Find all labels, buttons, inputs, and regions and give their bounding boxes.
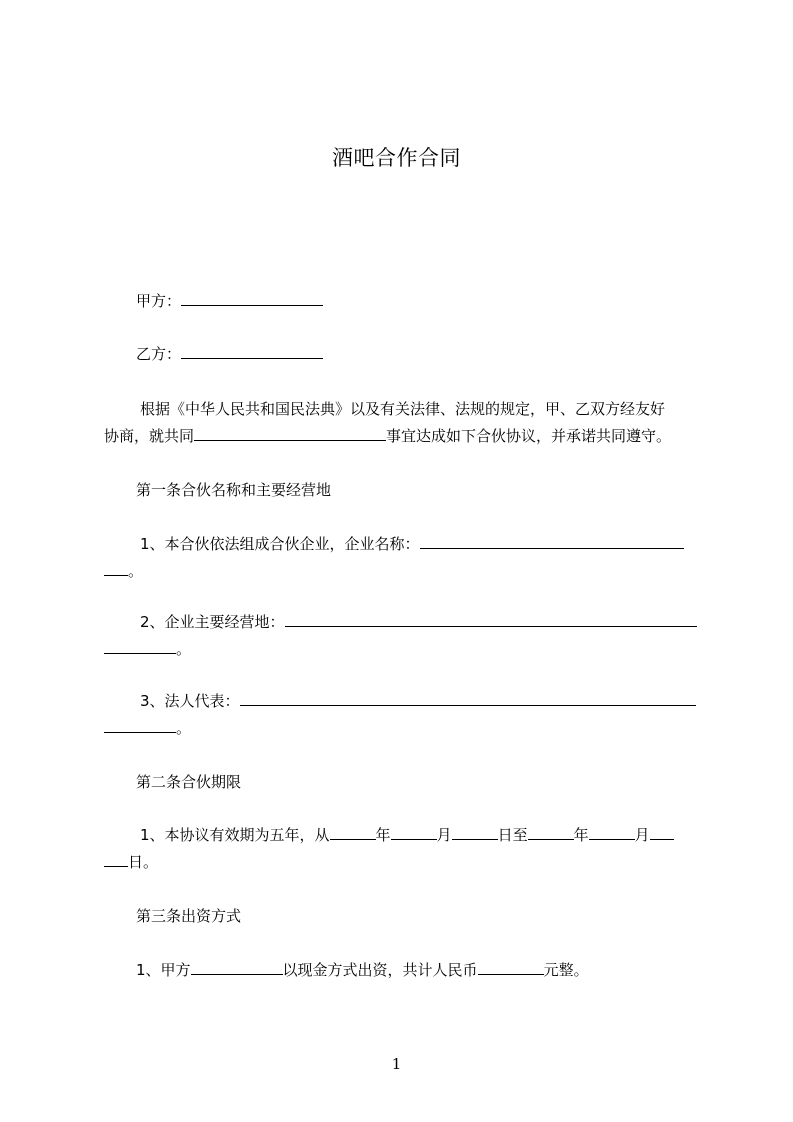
month-label: 月: [436, 826, 452, 844]
document-title: 酒吧合作合同: [332, 146, 461, 170]
start-month-blank: [391, 824, 437, 840]
a1-item2-text: 2、企业主要经营地：: [140, 613, 285, 631]
article-2-item-1-cont: [104, 851, 158, 873]
a3-item1-text: 1、甲方: [136, 961, 191, 979]
a1-item3-text: 3、法人代表：: [140, 692, 240, 710]
month-label: 月: [634, 826, 650, 844]
article-1-item-3: [140, 690, 696, 712]
a1-item1-text: 1、本合伙依法组成合伙企业，企业名称：: [140, 535, 420, 553]
a3-item1-text-c: 元整。: [543, 961, 589, 979]
day-end-label: 日。: [128, 853, 159, 871]
article-1-item-2-cont: [104, 638, 191, 660]
article-3-heading: 第三条出资方式: [136, 907, 242, 925]
legal-rep-blank-cont: [104, 717, 176, 733]
intro-line-1: 根据《中华人民共和国民法典》以及有关法律、法规的规定，甲、乙双方经友好: [140, 400, 666, 418]
a2-item1-text: 1、本协议有效期为五年，从: [140, 826, 330, 844]
end-year-blank: [528, 824, 574, 840]
article-1-item-1: [140, 533, 684, 555]
enterprise-name-blank: [420, 533, 684, 549]
period-mark: 。: [176, 640, 192, 658]
year-label: 年: [573, 826, 589, 844]
article-1-item-3-cont: [104, 717, 191, 739]
period-mark: 。: [128, 562, 144, 580]
page-number: 1: [391, 1055, 402, 1073]
intro-text-b: 事宜达成如下合伙协议，并承诺共同遵守。: [386, 427, 672, 445]
article-2-heading: 第二条合伙期限: [136, 773, 242, 791]
end-day-blank: [650, 824, 674, 840]
party-b-line: [136, 343, 323, 365]
article-1-heading: 第一条合伙名称和主要经营地: [136, 481, 332, 499]
period-mark: 。: [176, 719, 192, 737]
article-2-item-1: [140, 824, 674, 846]
enterprise-name-blank-cont: [104, 560, 128, 576]
party-b-label: 乙方：: [136, 345, 182, 363]
end-month-blank: [589, 824, 635, 840]
a3-item1-text-b: 以现金方式出资，共计人民币: [282, 961, 478, 979]
end-day-blank-cont: [104, 851, 128, 867]
intro-blank: [194, 425, 386, 441]
day-to-label: 日至: [497, 826, 528, 844]
intro-line-2: [104, 425, 671, 447]
amount-blank: [478, 959, 544, 975]
party-a-line: [136, 290, 323, 312]
article-1-item-1-cont: [104, 560, 143, 582]
start-day-blank: [452, 824, 498, 840]
business-address-blank-cont: [104, 638, 176, 654]
party-b-blank: [181, 343, 323, 359]
party-a-label: 甲方：: [136, 292, 182, 310]
article-3-item-1: [136, 959, 589, 981]
article-1-item-2: [140, 611, 697, 633]
party-a-investor-blank: [191, 959, 283, 975]
legal-rep-blank: [240, 690, 696, 706]
year-label: 年: [375, 826, 391, 844]
party-a-blank: [181, 290, 323, 306]
intro-text-a: 协商，就共同: [104, 427, 195, 445]
start-year-blank: [330, 824, 376, 840]
business-address-blank: [285, 611, 697, 627]
